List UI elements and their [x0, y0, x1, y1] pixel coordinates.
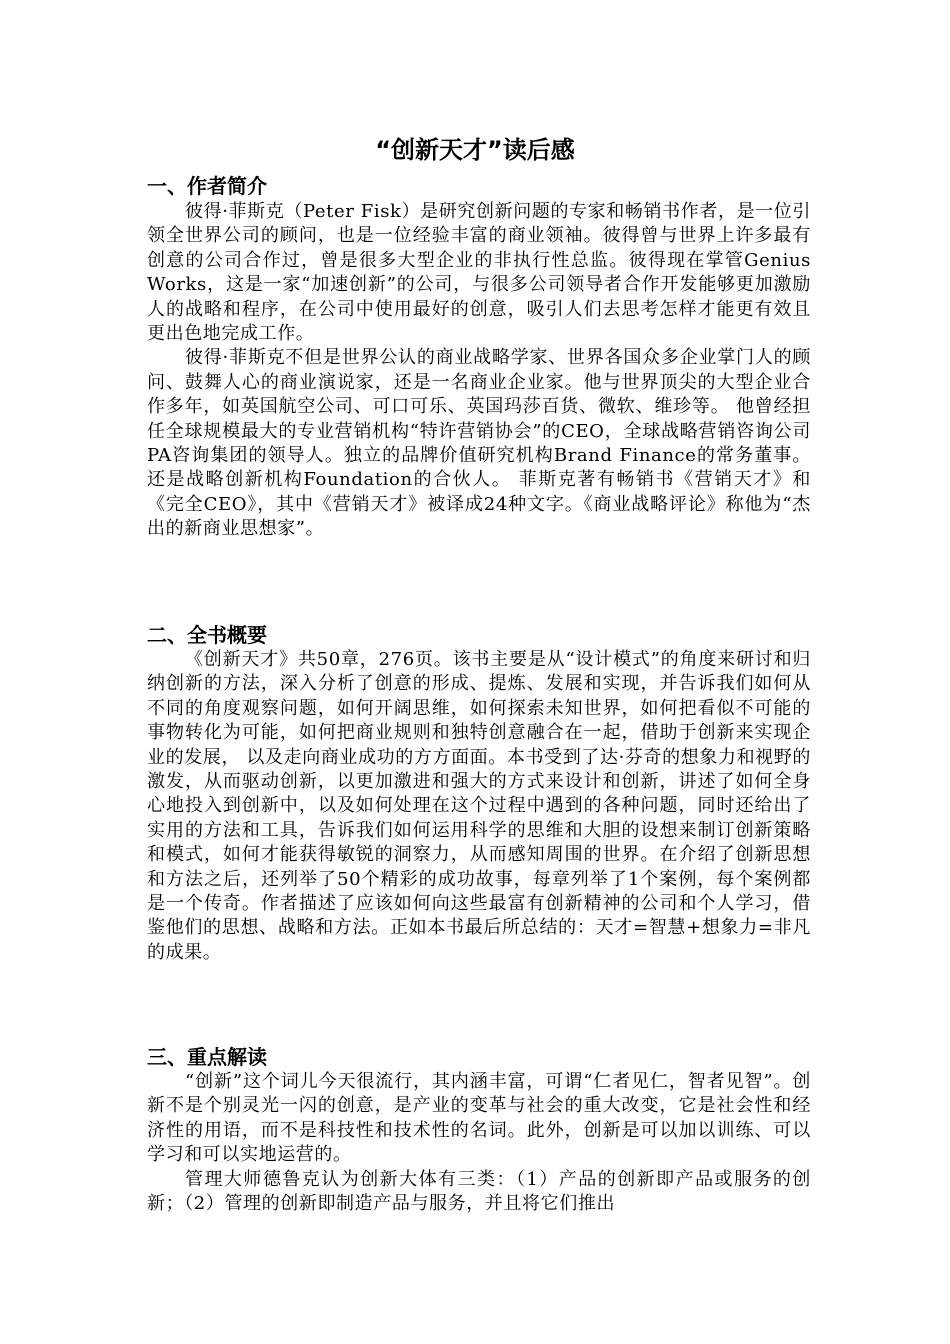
section-heading-interpretation: 三、重点解读 [147, 1045, 267, 1069]
section-heading-author: 一、作者简介 [147, 174, 267, 198]
paragraph: “创新”这个词儿今天很流行，其内涵丰富，可谓“仁者见仁，智者见智”。创新不是个别灵光一闪的创意，是产业的变革与社会的重大改变，它是社会性和经济性的用语，而不是科技性和技术性的名词。此外，创新是可以加以训练、可以学习和可以实地运营的。 [147, 1071, 811, 1166]
document-title: “创新天才”读后感 [375, 136, 575, 164]
section-heading-overview: 二、全书概要 [147, 623, 267, 647]
section-body-interpretation [147, 1070, 811, 1216]
paragraph: 彼得·菲斯克（Peter Fisk）是研究创新问题的专家和畅销书作者，是一位引领全世界公司的顾问，也是一位经验丰富的商业领袖。彼得曾与世界上许多最有创意的公司合作过，曾是很多大型企业的非执行性总监。彼得现在掌管Genius Works，这是一家“加速创新”的公司，与很多公司领导者合作开发能够更加激励人的战略和程序，在公司中使用最好的创意，吸引人们去思考怎样才能更有效且更出色地完成工作。 [147, 201, 811, 345]
section-body-author [147, 200, 811, 542]
paragraph: 《创新天才》共50章，276页。该书主要是从“设计模式”的角度来研讨和归纳创新的方法，深入分析了创意的形成、提炼、发展和实现，并告诉我们如何从不同的角度观察问题，如何开阔思维，如何探索未知世界，如何把看似不可能的事物转化为可能，如何把商业规则和独特创意融合在一起，借助于创新来实现企业的发展， 以及走向商业成功的方方面面。本书受到了达·芬奇的想象力和视野的激发，从而驱动创新，以更加激进和强大的方式来设计和创新，讲述了如何全身心地投入到创新中，以及如何处理在这个过程中遇到的各种问题，同时还给出了实用的方法和工具，告诉我们如何运用科学的思维和大胆的设想来制订创新策略和模式，如何才能获得敏锐的洞察力，从而感知周围的世界。在介绍了创新思想和方法之后，还列举了50个精彩的成功故事，每章列举了1个案例，每个案例都是一个传奇。作者描述了应该如何向这些最富有创新精神的公司和个人学习，借鉴他们的思想、战略和方法。正如本书最后所总结的：天才=智慧+想象力=非凡的成果。 [147, 649, 811, 963]
paragraph: 彼得·菲斯克不但是世界公认的商业战略学家、世界各国众多企业掌门人的顾问、鼓舞人心的商业演说家，还是一名商业企业家。他与世界顶尖的大型企业合作多年，如英国航空公司、可口可乐、英国玛莎百货、微软、维珍等。 他曾经担任全球规模最大的专业营销机构“特许营销协会”的CEO，全球战略营销咨询公司PA咨询集团的领导人。独立的品牌价值研究机构Brand Finance的常务董事。还是战略创新机构Foundation的合伙人。 菲斯克著有畅销书《营销天才》和《完全CEO》，其中《营销天才》被译成24种文字。《商业战略评论》称他为“杰出的新商业思想家”。 [147, 347, 811, 540]
paragraph: 管理大师德鲁克认为创新大体有三类：（1）产品的创新即产品或服务的创新；（2）管理的创新即制造产品与服务，并且将它们推出 [147, 1168, 811, 1215]
section-body-overview [147, 648, 811, 965]
